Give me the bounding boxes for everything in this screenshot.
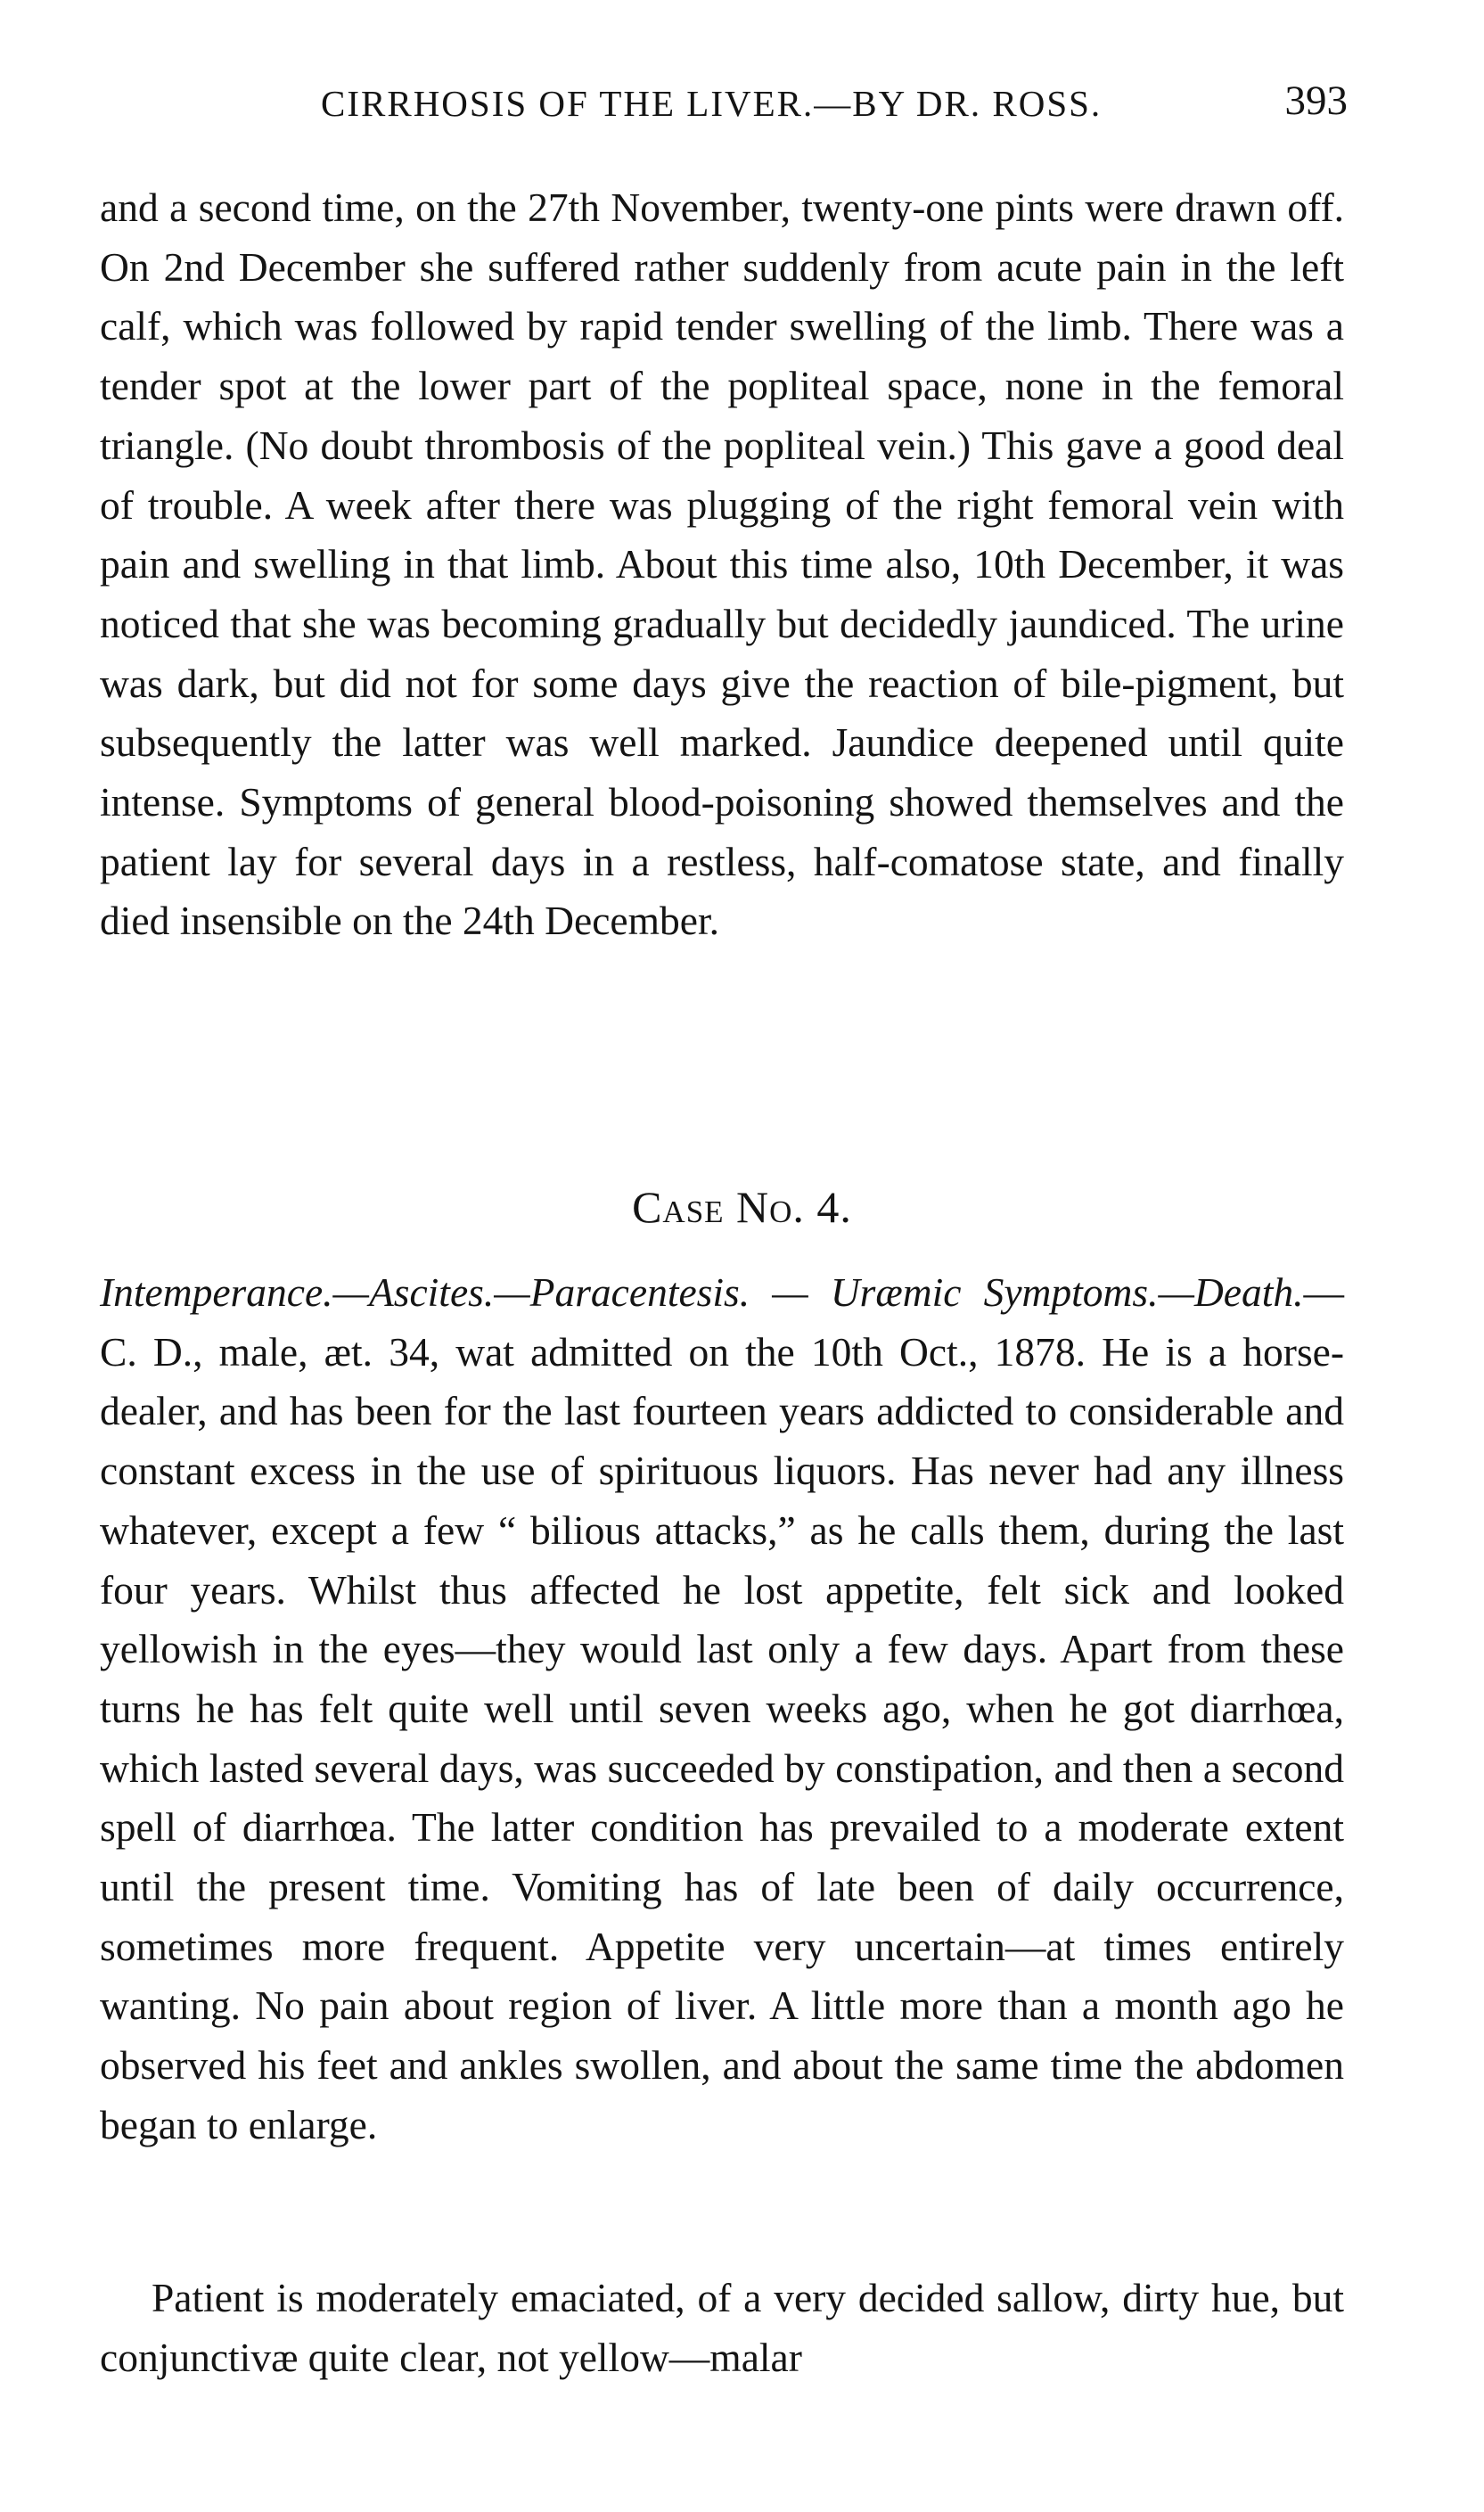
case-run-in-title: Intemperance.—Ascites.—Paracentesis. — Uræmic Symptoms.—Death. (100, 1269, 1304, 1315)
case-heading: Case No. 4. (632, 1182, 852, 1232)
page-number: 393 (1284, 78, 1348, 124)
paragraph-continued: and a second time, on the 27th November, twenty-one pints were drawn off. On 2nd December she suffered rather suddenly from acute pain in the left calf, which was followed by rapid tender swelling of the limb. There was a tender spot at the lower part of the popliteal space, none in the femoral triangle. (No doubt thrombosis of the popliteal vein.) This gave a good deal of trouble. A week after there was plugging of the right femoral vein with pain and swelling in that limb. About this time also, 10th December, it was noticed that she was becoming gradually but decidedly jaundiced. The urine was dark, but did not for some days give the reaction of bile-pigment, but subsequently the latter was well marked. Jaundice deepened until quite intense. Symptoms of general blood-poisoning showed themselves and the patient lay for several days in a restless, half-comatose state, and finally died insensible on the 24th December. (100, 185, 1344, 944)
case-paragraph (100, 1263, 1344, 2155)
case-body-text: —C. D., male, æt. 34, wat admitted on the 10th Oct., 1878. He is a horse-dealer, and has been for the last fourteen years addicted to considerable and constant excess in the use of spirituous liquors. Has never had any illness whatever, except a few “ bilious attacks,” as he calls them, during the last four years. Whilst thus affected he lost appetite, felt sick and looked yellowish in the eyes—they would last only a few days. Apart from these turns he has felt quite well until seven weeks ago, when he got diarrhœa, which lasted several days, was succeeded by constipation, and then a second spell of diarrhœa. The latter condition has prevailed to a moderate extent until the present time. Vomiting has of late been of daily occurrence, sometimes more frequent. Appetite very uncertain—at times entirely wanting. No pain about region of liver. A little more than a month ago he observed his feet and ankles swollen, and about the same time the abdomen began to enlarge. (100, 1269, 1344, 2147)
paragraph-continuation: Patient is moderately emaciated, of a very decided sallow, dirty hue, but conjunctivæ quite clear, not yellow—malar (100, 2275, 1344, 2380)
running-head (100, 78, 1348, 144)
running-title: CIRRHOSIS OF THE LIVER.—BY DR. ROSS. (321, 83, 1103, 124)
